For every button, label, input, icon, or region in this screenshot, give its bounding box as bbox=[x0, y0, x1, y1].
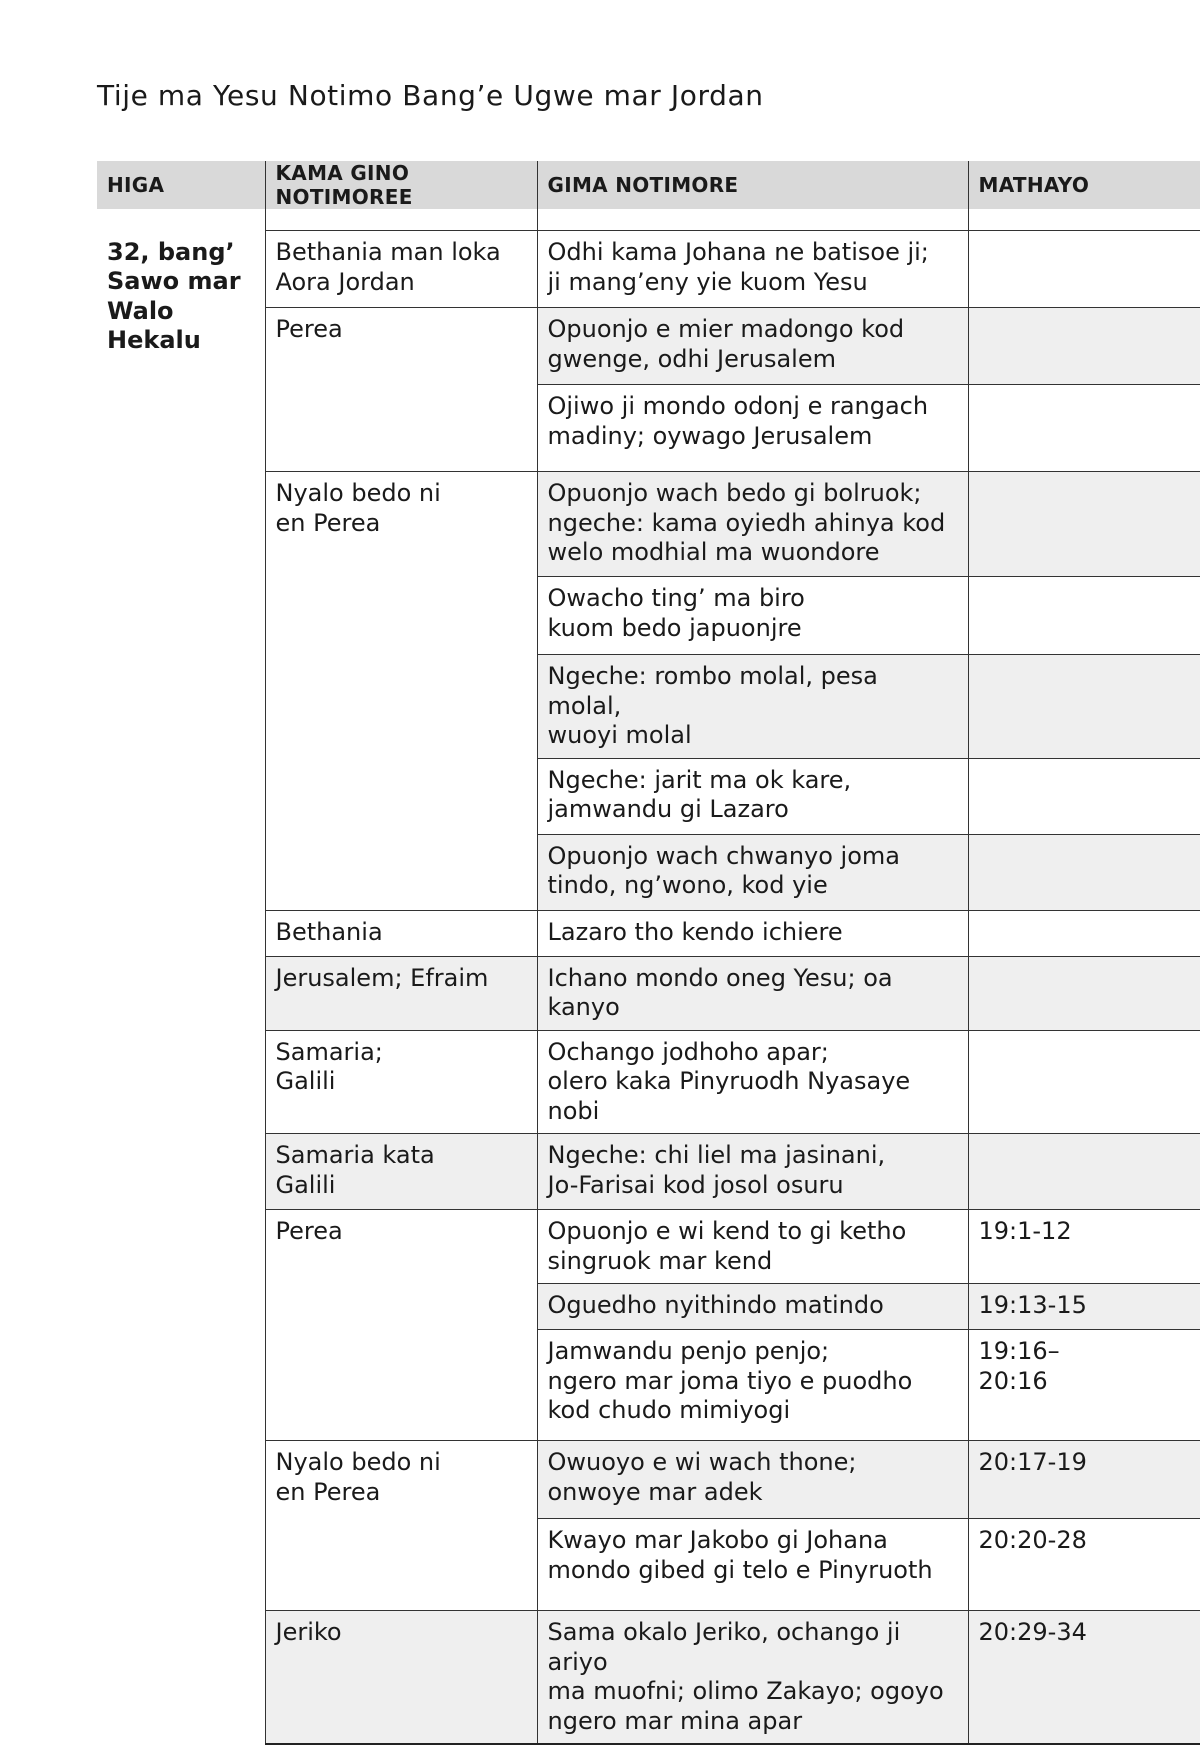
event-cell: Ichano mondo oneg Yesu; oa kanyo bbox=[537, 956, 968, 1030]
place-cell: Jeriko bbox=[265, 1611, 537, 1745]
event-cell: Kwayo mar Jakobo gi Johana mondo gibed gi telo e Pinyruoth bbox=[537, 1519, 968, 1611]
column-header-place: KAMA GINO NOTIMOREE bbox=[265, 161, 537, 209]
reference-cell: 19:16– 20:16 bbox=[968, 1330, 1200, 1441]
event-cell: Jamwandu penjo penjo; ngero mar joma tiyo e puodho kod chudo mimiyogi bbox=[537, 1330, 968, 1441]
table-header-row bbox=[97, 161, 1200, 209]
event-cell: Ochango jodhoho apar; olero kaka Pinyruodh Nyasaye nobi bbox=[537, 1030, 968, 1134]
event-cell: Opuonjo wach chwanyo joma tindo, ng’wono, kod yie bbox=[537, 834, 968, 910]
event-cell: Ngeche: rombo molal, pesa molal, wuoyi molal bbox=[537, 655, 968, 759]
reference-cell bbox=[968, 385, 1200, 472]
event-cell: Opuonjo e wi kend to gi ketho singruok mar kend bbox=[537, 1210, 968, 1284]
place-cell: Bethania bbox=[265, 910, 537, 956]
place-cell: Nyalo bedo ni en Perea bbox=[265, 1441, 537, 1611]
reference-cell bbox=[968, 472, 1200, 577]
event-cell: Owuoyo e wi wach thone; onwoye mar adek bbox=[537, 1441, 968, 1519]
reference-cell bbox=[968, 758, 1200, 834]
reference-cell bbox=[968, 834, 1200, 910]
reference-cell: 20:20-28 bbox=[968, 1519, 1200, 1611]
place-cell: Perea bbox=[265, 1210, 537, 1441]
column-header-day: HIGA bbox=[97, 161, 265, 209]
reference-cell bbox=[968, 655, 1200, 759]
chronology-table bbox=[97, 161, 1200, 1745]
event-cell: Ojiwo ji mondo odonj e rangach madiny; oywago Jerusalem bbox=[537, 385, 968, 472]
place-cell: Perea bbox=[265, 308, 537, 472]
reference-cell bbox=[968, 231, 1200, 308]
event-cell: Ngeche: chi liel ma jasinani, Jo-Farisai kod josol osuru bbox=[537, 1134, 968, 1210]
reference-cell bbox=[968, 577, 1200, 655]
event-cell: Opuonjo wach bedo gi bolruok; ngeche: kama oyiedh ahinya kod welo modhial ma wuondore bbox=[537, 472, 968, 577]
place-cell: Bethania man loka Aora Jordan bbox=[265, 231, 537, 308]
header-spacer-row bbox=[97, 209, 1200, 231]
event-cell: Ngeche: jarit ma ok kare, jamwandu gi Lazaro bbox=[537, 758, 968, 834]
page-title: Tije ma Yesu Notimo Bang’e Ugwe mar Jordan bbox=[97, 79, 764, 112]
chronology-table-wrapper bbox=[97, 161, 1200, 1745]
place-cell: Samaria; Galili bbox=[265, 1030, 537, 1134]
table-row bbox=[97, 231, 1200, 308]
reference-cell: 19:1-12 bbox=[968, 1210, 1200, 1284]
reference-cell: 20:17-19 bbox=[968, 1441, 1200, 1519]
event-cell: Owacho ting’ ma biro kuom bedo japuonjre bbox=[537, 577, 968, 655]
event-cell: Opuonjo e mier madongo kod gwenge, odhi Jerusalem bbox=[537, 308, 968, 385]
event-cell: Lazaro tho kendo ichiere bbox=[537, 910, 968, 956]
reference-cell: 19:13-15 bbox=[968, 1284, 1200, 1330]
reference-cell bbox=[968, 910, 1200, 956]
reference-cell bbox=[968, 1134, 1200, 1210]
reference-cell: 20:29-34 bbox=[968, 1611, 1200, 1745]
event-cell: Odhi kama Johana ne batisoe ji; ji mang’eny yie kuom Yesu bbox=[537, 231, 968, 308]
event-cell: Sama okalo Jeriko, ochango ji ariyo ma muofni; olimo Zakayo; ogoyo ngero mar mina apar bbox=[537, 1611, 968, 1745]
reference-cell bbox=[968, 308, 1200, 385]
day-cell: 32, bang’ Sawo mar Walo Hekalu bbox=[107, 237, 241, 354]
reference-cell bbox=[968, 956, 1200, 1030]
reference-cell bbox=[968, 1030, 1200, 1134]
event-cell: Oguedho nyithindo matindo bbox=[537, 1284, 968, 1330]
place-cell: Jerusalem; Efraim bbox=[265, 956, 537, 1030]
column-header-matthew: MATHAYO bbox=[968, 161, 1200, 209]
place-cell: Samaria kata Galili bbox=[265, 1134, 537, 1210]
place-cell: Nyalo bedo ni en Perea bbox=[265, 472, 537, 911]
column-header-event: GIMA NOTIMORE bbox=[537, 161, 968, 209]
